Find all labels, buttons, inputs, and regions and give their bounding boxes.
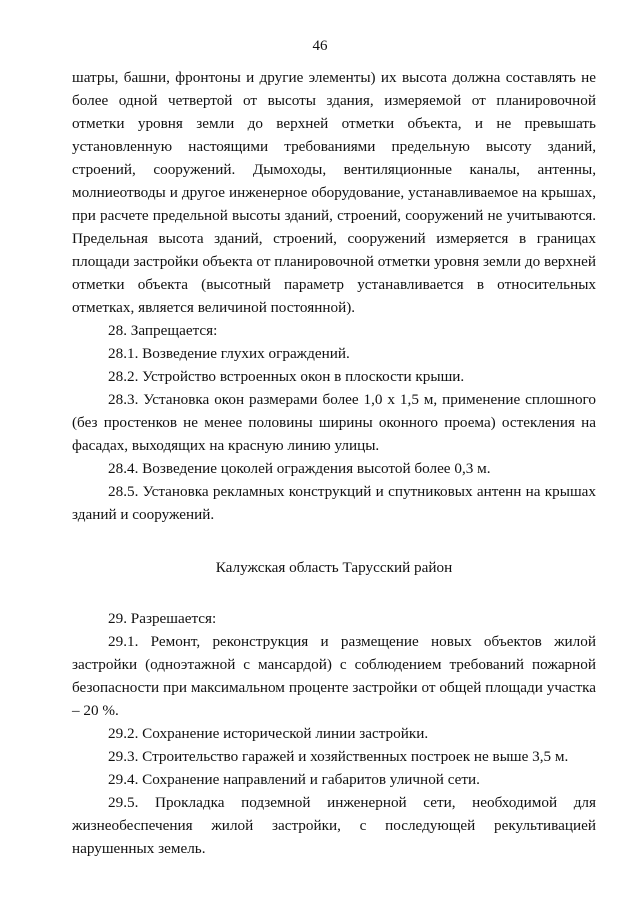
paragraph-item-29: 29. Разрешается: xyxy=(108,610,217,627)
paragraph-item-28: 28. Запрещается: xyxy=(108,322,218,339)
paragraph-continuation: шатры, башни, фронтоны и другие элементы) их высота должна составлять не более одной четвертой от высоты здания, измеряемой от планировочной отметки уровня земли до верхней отметки объекта, и не превышать установленную настоящими требованиями предельную высоту зданий, строений, сооружений. Дымоходы, вентиляционные каналы, антенны, молниеотводы и другое инженерное оборудование, устанавливаемое на крышах, при расчете предельной высоты зданий, строений, сооружений не учитываются. Предельная высота зданий, строений, сооружений измеряется в границах площади застройки объекта от планировочной отметки уровня земли до верхней отметки объекта (высотный параметр устанавливается в относительных отметках, является величиной постоянной). xyxy=(72,69,596,316)
paragraph-item-28-4: 28.4. Возведение цоколей ограждения высотой более 0,3 м. xyxy=(108,460,491,477)
paragraph-item-28-3: 28.3. Установка окон размерами более 1,0 х 1,5 м, применение сплошного (без простенков не менее половины ширины оконного проема) остекления на фасадах, выходящих на красную линию улицы. xyxy=(72,391,596,454)
paragraph-item-28-5: 28.5. Установка рекламных конструкций и спутниковых антенн на крышах зданий и сооружений. xyxy=(72,483,596,523)
paragraph-item-29-4: 29.4. Сохранение направлений и габаритов уличной сети. xyxy=(108,771,480,788)
paragraph-item-29-3: 29.3. Строительство гаражей и хозяйственных построек не выше 3,5 м. xyxy=(108,748,569,765)
paragraph-item-28-2: 28.2. Устройство встроенных окон в плоскости крыши. xyxy=(108,368,465,385)
paragraph-item-28-1: 28.1. Возведение глухих ограждений. xyxy=(108,345,350,362)
section-heading: Калужская область Тарусский район xyxy=(215,559,453,576)
page-number: 46 xyxy=(312,38,328,54)
document-body xyxy=(72,66,596,860)
paragraph-item-29-2: 29.2. Сохранение исторической линии застройки. xyxy=(108,725,429,742)
paragraph-item-29-5: 29.5. Прокладка подземной инженерной сети, необходимой для жизнеобеспечения жилой застройки, с последующей рекультивацией нарушенных земель. xyxy=(72,794,596,857)
paragraph-item-29-1: 29.1. Ремонт, реконструкция и размещение новых объектов жилой застройки (одноэтажной с мансардой) с соблюдением требований пожарной безопасности при максимальном проценте застройки от общей площади участка – 20 %. xyxy=(72,633,596,719)
